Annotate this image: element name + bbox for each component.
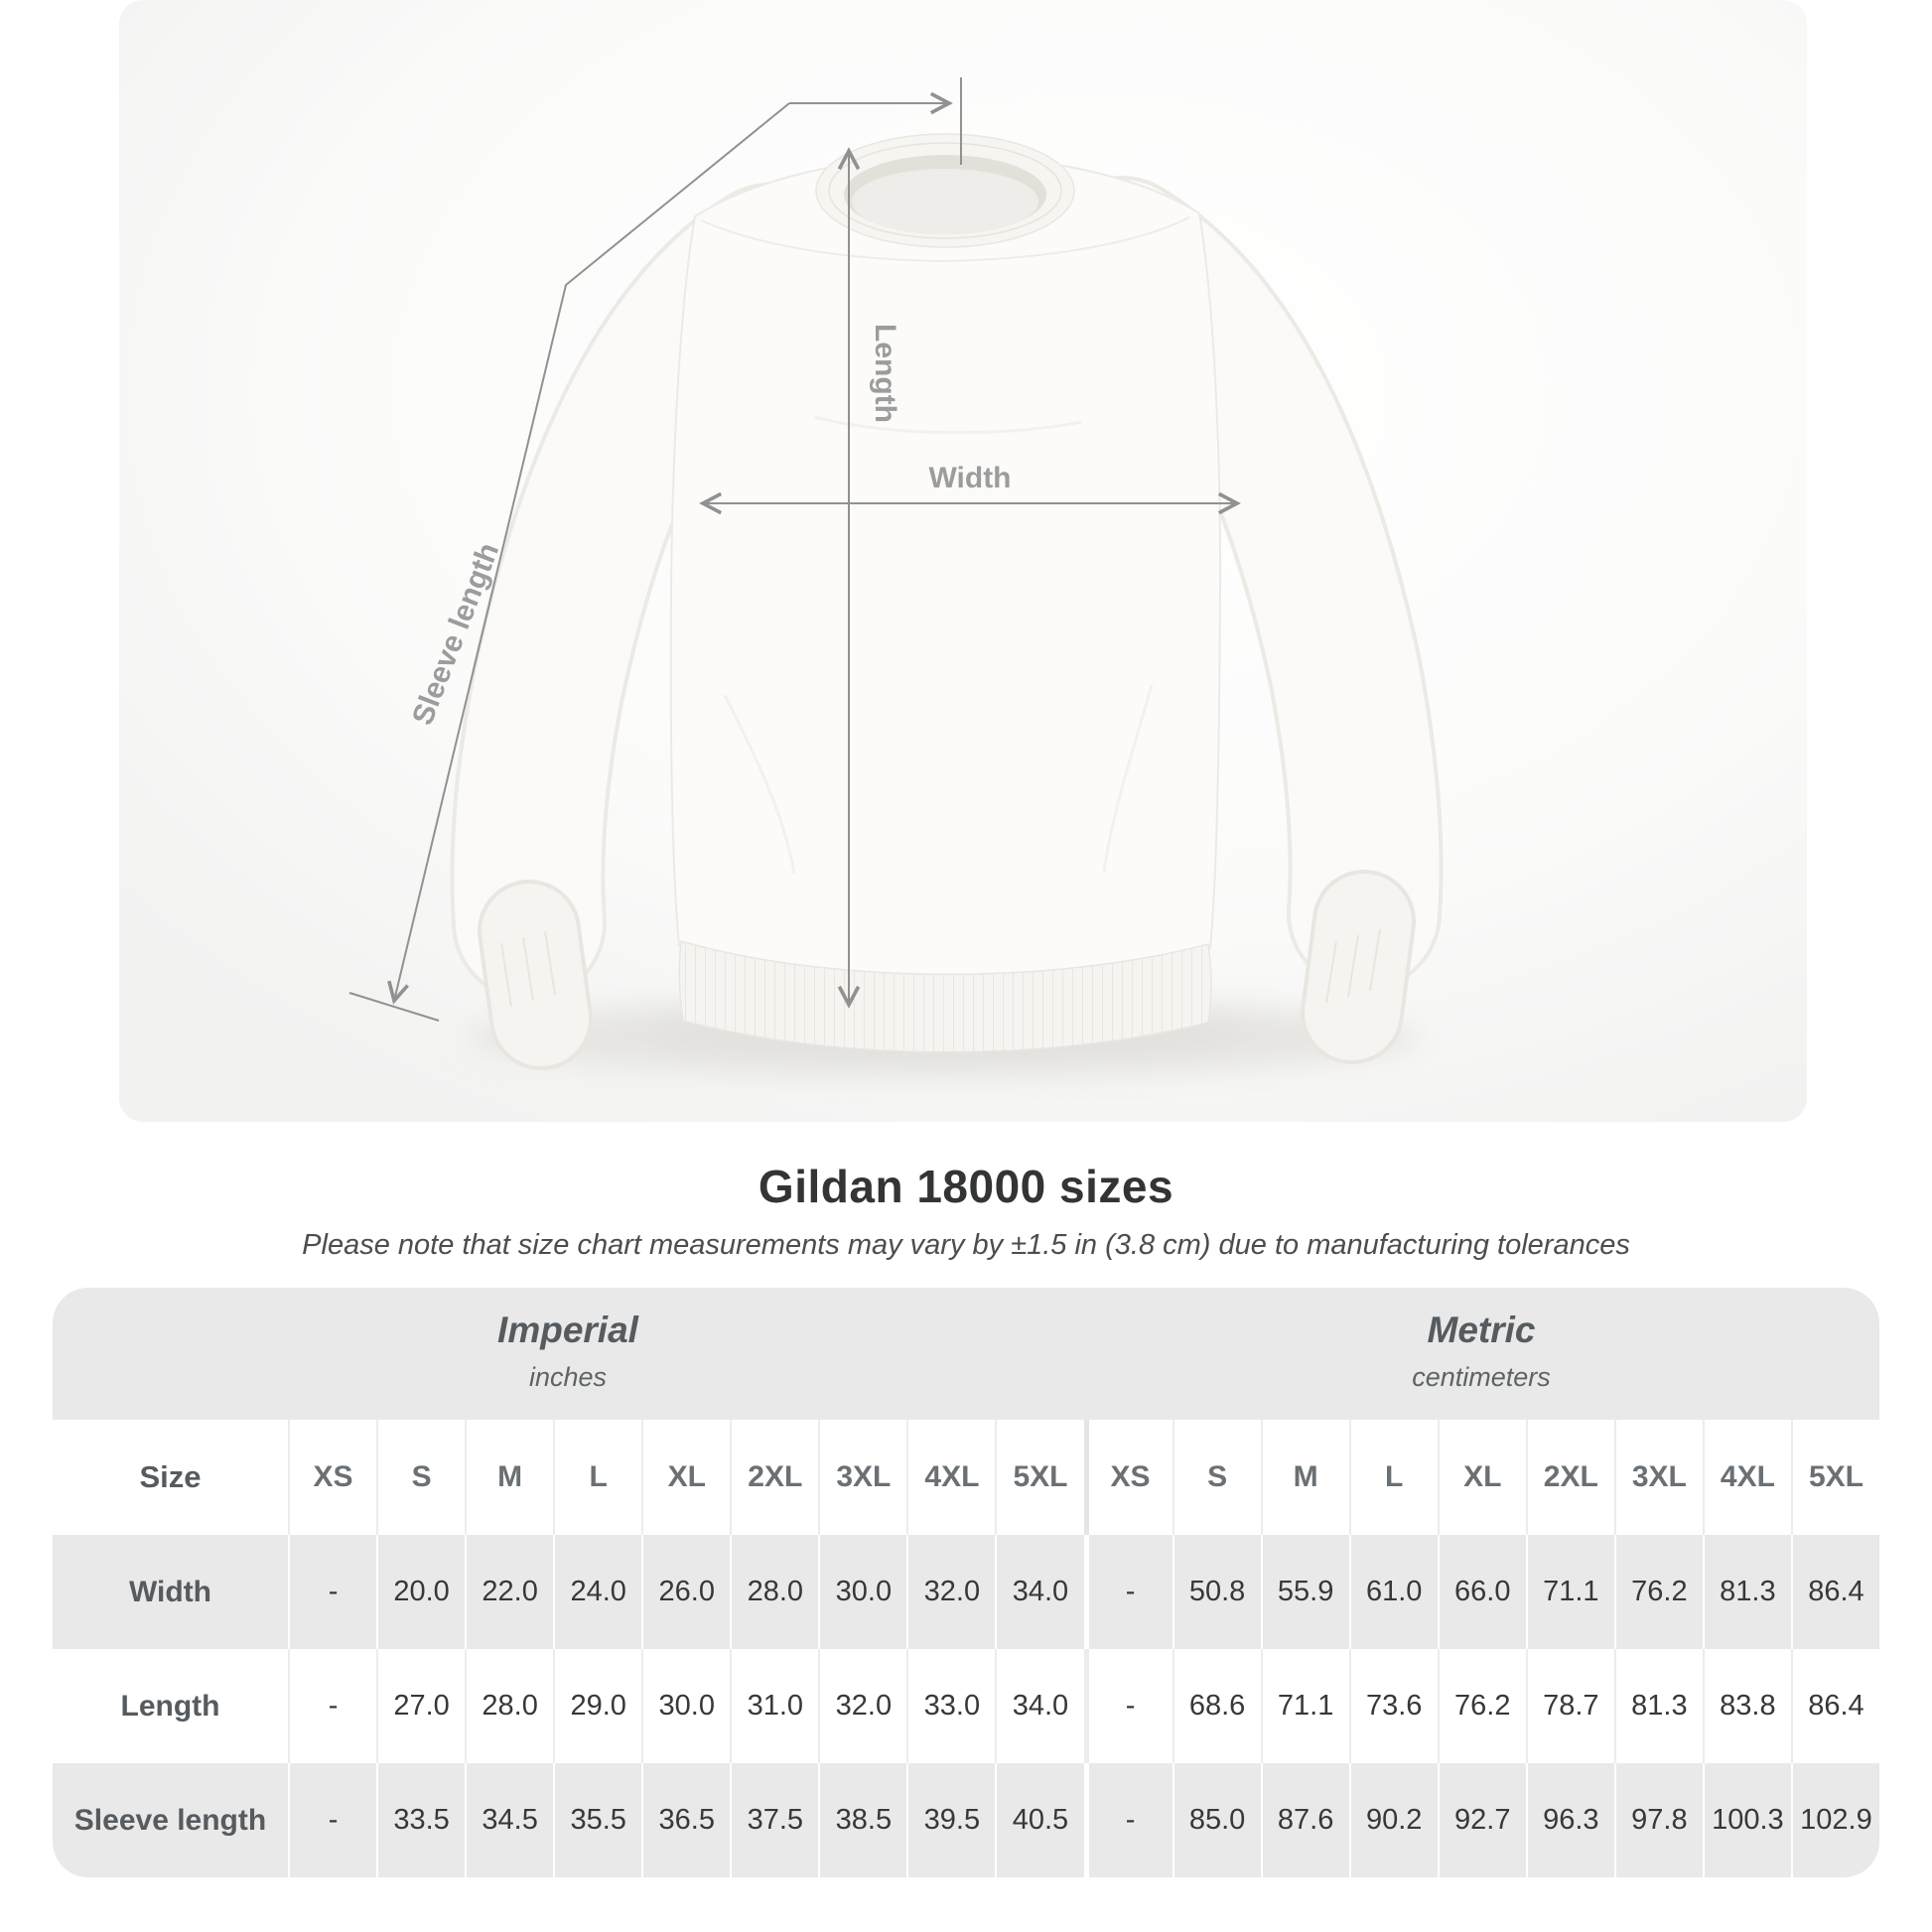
width-metric-3xl: 76.2: [1614, 1535, 1703, 1649]
page-title: Gildan 18000 sizes: [758, 1161, 1174, 1212]
length-metric-xs: -: [1084, 1649, 1173, 1763]
width-imperial-m: 22.0: [465, 1535, 553, 1649]
sleeve-length-metric-xl: 92.7: [1438, 1763, 1526, 1877]
size-header-metric-xs: XS: [1084, 1420, 1173, 1535]
length-metric-3xl: 81.3: [1614, 1649, 1703, 1763]
width-metric-5xl: 86.4: [1791, 1535, 1879, 1649]
size-header-imperial-s: S: [376, 1420, 465, 1535]
length-metric-5xl: 86.4: [1791, 1649, 1879, 1763]
width-imperial-xs: -: [288, 1535, 376, 1649]
left-cuff: [529, 931, 541, 1019]
metric-label: Metric: [1427, 1309, 1536, 1350]
row-label-length: Length: [53, 1649, 288, 1763]
sleeve-length-metric-5xl: 102.9: [1791, 1763, 1879, 1877]
tolerance-note: Please note that size chart measurements may vary by ±1.5 in (3.8 cm) due to manufacturing tolerances: [302, 1229, 1630, 1261]
sleeve-length-imperial-l: 35.5: [553, 1763, 641, 1877]
length-label: Length: [869, 324, 901, 423]
length-imperial-4xl: 33.0: [906, 1649, 995, 1763]
title-block: [0, 1142, 1932, 1262]
sleeve-length-imperial-2xl: 37.5: [730, 1763, 818, 1877]
size-header-metric-m: M: [1261, 1420, 1349, 1535]
width-imperial-4xl: 32.0: [906, 1535, 995, 1649]
torso: [671, 156, 1220, 978]
sleeve-length-label: Sleeve length: [406, 538, 506, 730]
length-metric-xl: 76.2: [1438, 1649, 1526, 1763]
sleeve-length-imperial-4xl: 39.5: [906, 1763, 995, 1877]
length-imperial-xs: -: [288, 1649, 376, 1763]
length-imperial-2xl: 31.0: [730, 1649, 818, 1763]
table-row-width: [53, 1535, 1879, 1649]
width-imperial-2xl: 28.0: [730, 1535, 818, 1649]
size-table: [53, 1288, 1879, 1877]
size-header-imperial-4xl: 4XL: [906, 1420, 995, 1535]
width-metric-m: 55.9: [1261, 1535, 1349, 1649]
length-metric-4xl: 83.8: [1703, 1649, 1791, 1763]
size-header-metric-l: L: [1349, 1420, 1438, 1535]
sleeve-length-metric-2xl: 96.3: [1526, 1763, 1614, 1877]
width-imperial-xl: 26.0: [641, 1535, 730, 1649]
length-imperial-xl: 30.0: [641, 1649, 730, 1763]
width-metric-xl: 66.0: [1438, 1535, 1526, 1649]
width-metric-4xl: 81.3: [1703, 1535, 1791, 1649]
imperial-label: Imperial: [497, 1309, 638, 1350]
sleeve-length-imperial-xs: -: [288, 1763, 376, 1877]
size-header-imperial-2xl: 2XL: [730, 1420, 818, 1535]
size-header-metric-5xl: 5XL: [1791, 1420, 1879, 1535]
row-label-sleeve-length: Sleeve length: [53, 1763, 288, 1877]
imperial-group-header: [53, 1288, 1083, 1420]
width-metric-s: 50.8: [1173, 1535, 1261, 1649]
length-imperial-l: 29.0: [553, 1649, 641, 1763]
sleeve-length-imperial-s: 33.5: [376, 1763, 465, 1877]
sleeve-length-metric-4xl: 100.3: [1703, 1763, 1791, 1877]
length-imperial-3xl: 32.0: [818, 1649, 906, 1763]
width-imperial-3xl: 30.0: [818, 1535, 906, 1649]
width-imperial-s: 20.0: [376, 1535, 465, 1649]
sleeve-length-imperial-3xl: 38.5: [818, 1763, 906, 1877]
length-imperial-5xl: 34.0: [995, 1649, 1083, 1763]
sleeve-length-metric-3xl: 97.8: [1614, 1763, 1703, 1877]
table-row-length: [53, 1649, 1879, 1763]
metric-unit-label: centimeters: [1412, 1361, 1551, 1392]
sleeve-length-metric-l: 90.2: [1349, 1763, 1438, 1877]
size-header-metric-4xl: 4XL: [1703, 1420, 1791, 1535]
imperial-unit-label: inches: [528, 1361, 608, 1392]
width-metric-xs: -: [1084, 1535, 1173, 1649]
width-metric-2xl: 71.1: [1526, 1535, 1614, 1649]
size-header-imperial-m: M: [465, 1420, 553, 1535]
size-header-metric-s: S: [1173, 1420, 1261, 1535]
sleeve-length-imperial-xl: 36.5: [641, 1763, 730, 1877]
size-column-header: Size: [139, 1459, 202, 1494]
row-label-width: Width: [53, 1535, 288, 1649]
length-metric-s: 68.6: [1173, 1649, 1261, 1763]
unit-group-row: [53, 1288, 1879, 1420]
width-metric-l: 61.0: [1349, 1535, 1438, 1649]
size-header-row: [53, 1420, 1879, 1535]
collar: [816, 134, 1074, 247]
sleeve-length-metric-xs: -: [1084, 1763, 1173, 1877]
width-imperial-l: 24.0: [553, 1535, 641, 1649]
sleeve-length-imperial-m: 34.5: [465, 1763, 553, 1877]
width-label: Width: [928, 462, 1012, 494]
size-header-imperial-5xl: 5XL: [995, 1420, 1083, 1535]
width-imperial-5xl: 34.0: [995, 1535, 1083, 1649]
size-header-imperial-l: L: [553, 1420, 641, 1535]
sleeve-length-imperial-5xl: 40.5: [995, 1763, 1083, 1877]
size-header-metric-xl: XL: [1438, 1420, 1526, 1535]
size-header-imperial-xl: XL: [641, 1420, 730, 1535]
size-header-metric-2xl: 2XL: [1526, 1420, 1614, 1535]
length-metric-l: 73.6: [1349, 1649, 1438, 1763]
size-header-metric-3xl: 3XL: [1614, 1420, 1703, 1535]
table-row-sleeve-length: [53, 1763, 1879, 1877]
sleeve-length-metric-m: 87.6: [1261, 1763, 1349, 1877]
metric-group-header: [1083, 1288, 1879, 1420]
length-metric-2xl: 78.7: [1526, 1649, 1614, 1763]
size-header-imperial-xs: XS: [288, 1420, 376, 1535]
length-imperial-s: 27.0: [376, 1649, 465, 1763]
size-header-imperial-3xl: 3XL: [818, 1420, 906, 1535]
sleeve-length-metric-s: 85.0: [1173, 1763, 1261, 1877]
length-metric-m: 71.1: [1261, 1649, 1349, 1763]
length-imperial-m: 28.0: [465, 1649, 553, 1763]
